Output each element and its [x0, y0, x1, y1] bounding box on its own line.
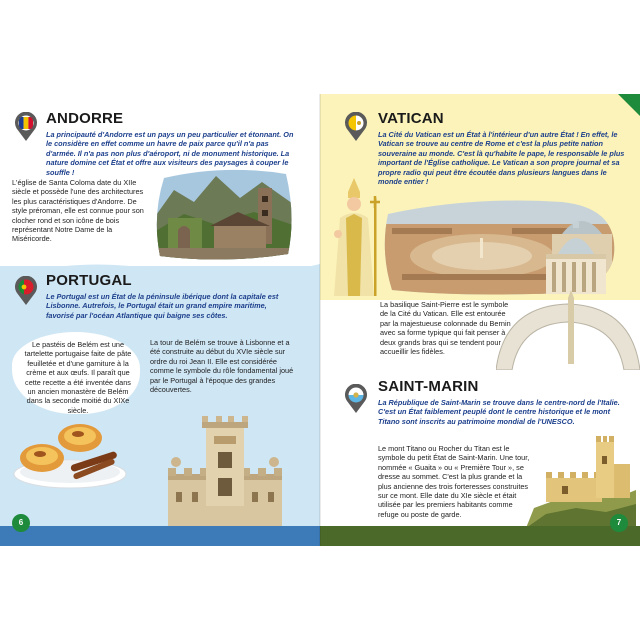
left-page — [0, 94, 320, 546]
pope-image — [330, 178, 386, 298]
vatican-intro: La Cité du Vatican est un État à l'intérieur d'un autre État ! En effet, le Vatican se trouve au centre de Rome et c'est la plus petite nation souveraine au monde. C'est là qu'habite le pape, le responsable le plus important de l'Église catholique. Le Vatican a son propre journal et sa propre radio qui peut être écoutée dans plusieurs langues dans le monde entier ! — [378, 130, 625, 187]
book-spread — [0, 94, 640, 546]
vatican-flag-pin-icon — [344, 112, 368, 142]
andorre-title: ANDORRE — [46, 110, 124, 127]
portugal-flag-pin-icon — [14, 276, 38, 306]
portugal-intro: Le Portugal est un État de la péninsule ibérique dont la capitale est Lisbonne. Autrefois, le Portugal était un grand empire maritime, favorisé par l'océan Atlantique qui baigne ses côtes. — [46, 292, 279, 320]
pasteis-text: Le pastéis de Belém est une tartelette portugaise faite de pâte feuilletée et d'une garniture à la crème et aux œufs. Il paraît que cette recette a été inventée dans un ancien monastère de Belém dans la seconde moitié du XIXe siècle. — [24, 340, 132, 415]
andorre-body: L'église de Santa Coloma date du XIIe siècle et possède l'une des architectures les plus caractéristiques d'Andorre. De style préroman, elle est connue pour son clocher rond et son icône de bois représentant Notre Dame de la Miséricorde. — [12, 178, 144, 244]
santa-coloma-church-image — [154, 168, 296, 260]
portugal-title: PORTUGAL — [46, 272, 132, 289]
page-number-left: 6 — [12, 514, 30, 532]
saint-marin-flag-pin-icon — [344, 384, 368, 414]
guaita-tower-image — [526, 428, 636, 528]
saint-marin-title: SAINT-MARIN — [378, 378, 479, 395]
page-number-right: 7 — [610, 514, 628, 532]
hill-strip — [320, 526, 640, 546]
pasteis-de-belem-image — [12, 414, 130, 494]
right-page — [320, 94, 640, 546]
corner-decoration — [618, 94, 640, 116]
andorre-intro: La principauté d'Andorre est un pays un peu particulier et étonnant. On le considère en effet comme un havre de paix parce qu'il n'a pas d'armée. Il n'a pas non plus d'aéroport, ni de monument historique. La nature domine cet État et offre aux visiteurs des paysages à couper le souffle ! — [46, 130, 294, 177]
saint-peter-basilica-image — [544, 222, 608, 294]
belem-tower-text: La tour de Belém se trouve à Lisbonne et a été construite au début du XVIe siècle sur ordre du roi Jean II. Elle est considérée comme le symbole du rôle fondamental joué par le Portugal à l'époque des grandes découvertes. — [150, 338, 294, 395]
saint-marin-intro: La République de Saint-Marin se trouve dans le centre-nord de l'Italie. C'est un État faiblement peuplé dont le centre historique et le mont Titano sont inscrits au patrimoine mondial de l'UNESCO. — [378, 398, 620, 426]
mont-titano-text: Le mont Titano ou Rocher du Titan est le symbole du petit État de Saint-Marin. Une tour, nommée « Guaita » ou « Première Tour », se dresse au sommet. C'est la plus grande et la plus ancienne des trois forteresses construites sur ce mont. Elle date du XIe siècle et était utilisée par les premiers habitants comme refuge ou poste de garde. — [378, 444, 530, 519]
andorre-flag-pin-icon — [14, 112, 38, 142]
belem-tower-image — [162, 412, 288, 528]
water-strip — [0, 526, 320, 546]
vatican-title: VATICAN — [378, 110, 444, 127]
book-fold — [319, 94, 321, 546]
basilica-text: La basilique Saint-Pierre est le symbole de la Cité du Vatican. Elle est entourée par la majestueuse colonnade du Bernin avec sa forme typique qui fait penser à deux grands bras qui se tendent pour accueillir les fidèles. — [380, 300, 511, 357]
